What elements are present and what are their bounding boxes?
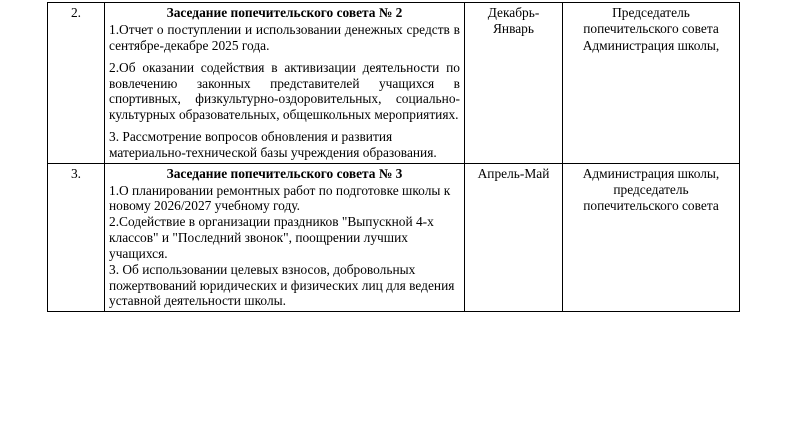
meeting-heading: Заседание попечительского совета № 3 <box>166 165 403 181</box>
table-row <box>48 3 740 164</box>
table-row <box>48 163 740 312</box>
agenda-item: 3. Рассмотрение вопросов обновления и развития материально-технической базы учреждения образования. <box>109 128 437 160</box>
row-number: 2. <box>48 3 105 164</box>
agenda-item: 1.О планировании ремонтных работ по подготовке школы к новому 2026/2027 учебному году. <box>109 182 451 214</box>
row-responsible: Председатель попечительского совета Администрация школы, <box>563 3 740 164</box>
plan-table <box>47 2 740 312</box>
row-date: Декабрь-Январь <box>465 3 563 164</box>
row-content <box>105 163 465 312</box>
row-number: 3. <box>48 163 105 312</box>
meeting-heading: Заседание попечительского совета № 2 <box>166 5 403 20</box>
row-date: Апрель-Май <box>465 163 563 312</box>
agenda-item: 2.Содействие в организации праздников "Выпускной 4-х классов" и "Последний звонок", поощрении лучших учащихся. <box>109 214 434 261</box>
row-responsible: Администрация школы, председатель попечительского совета <box>563 163 740 312</box>
agenda-item: 1.Отчет о поступлении и использовании денежных средств в сентябре-декабре 2025 года. <box>109 22 460 53</box>
row-content <box>105 3 465 164</box>
agenda-item: 3. Об использовании целевых взносов, добровольных пожертвований юридических и физических лиц для ведения уставной деятельности школы. <box>109 261 455 309</box>
agenda-item: 2.Об оказании содействия в активизации деятельности по вовлечению законных представителей учащихся в спортивных, физкультурно-оздоровительных, социально-культурных образовательных, общешкольных мероприятиях. <box>109 59 460 123</box>
